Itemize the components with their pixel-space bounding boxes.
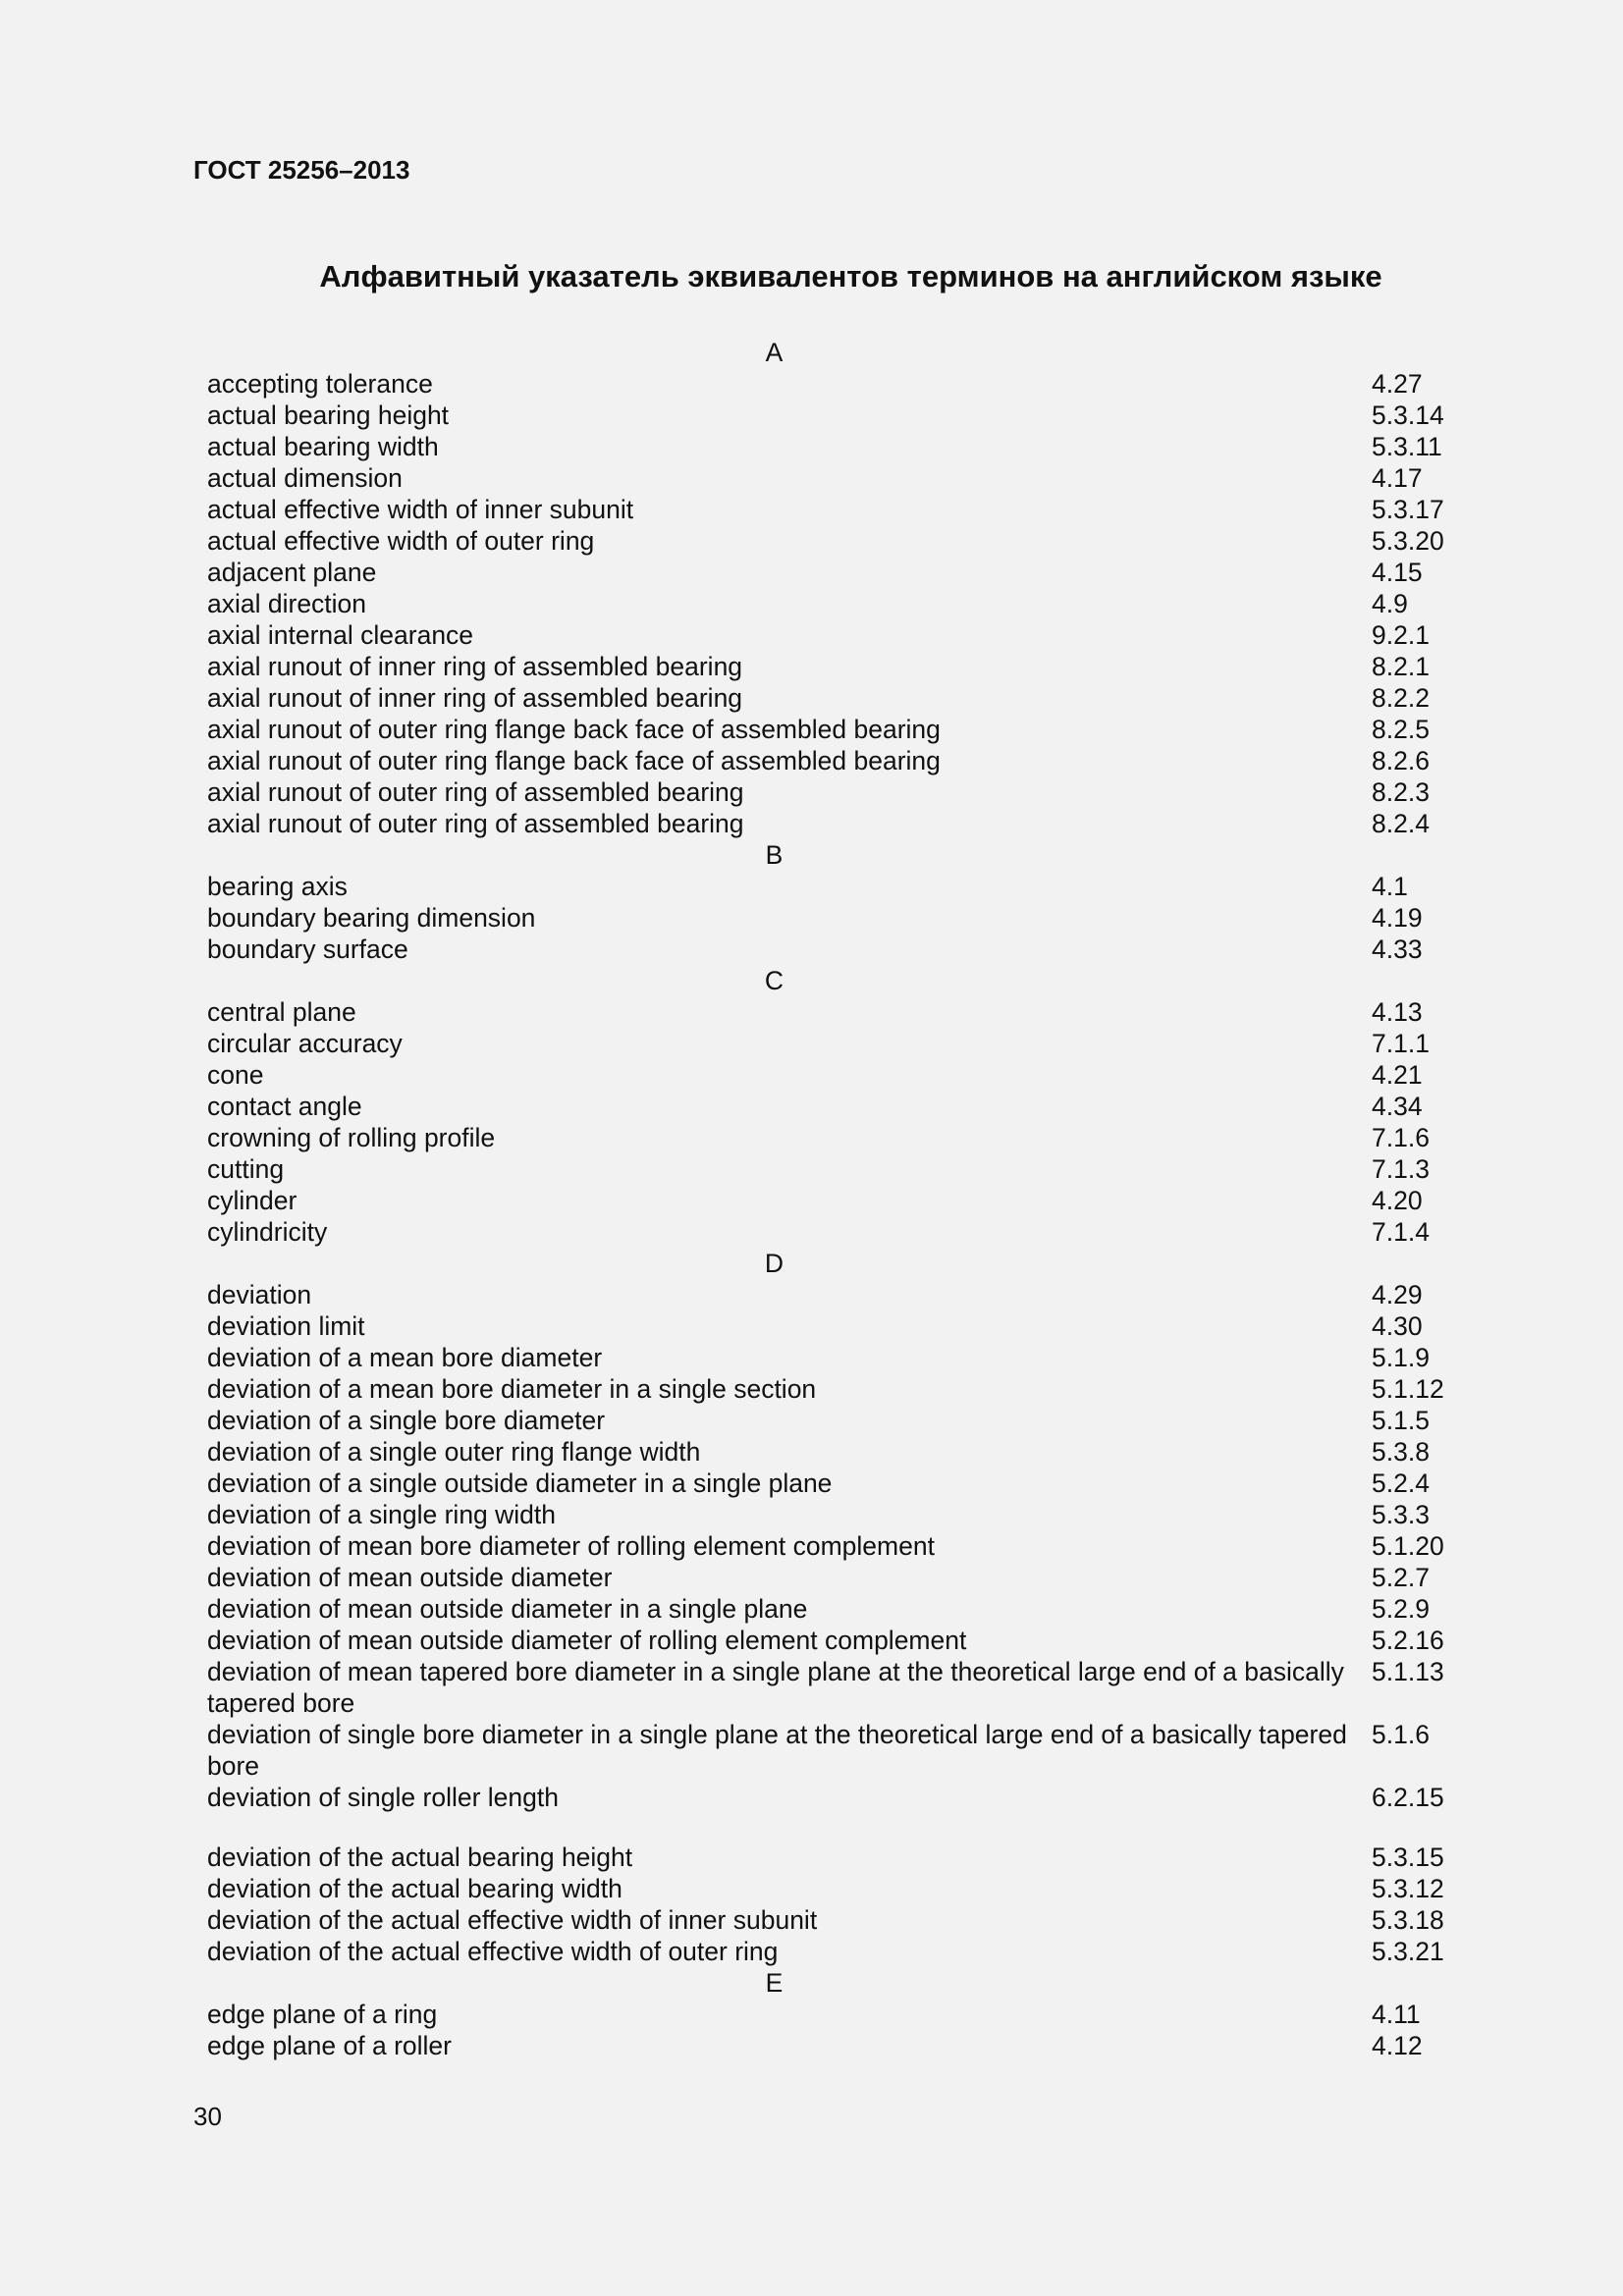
index-entry bbox=[207, 682, 1503, 714]
index-entry bbox=[207, 871, 1503, 902]
index-reference: 4.9 bbox=[1372, 589, 1408, 618]
index-term: deviation of a single ring width bbox=[207, 1500, 557, 1529]
index-entry bbox=[207, 1562, 1503, 1593]
index-entry bbox=[207, 2030, 1503, 2061]
index-term: cone bbox=[207, 1060, 264, 1090]
index-term: boundary bearing dimension bbox=[207, 903, 536, 933]
index-term: deviation of a single bore diameter bbox=[207, 1406, 606, 1435]
index-term: deviation of the actual bearing height bbox=[207, 1842, 633, 1872]
index-entry bbox=[207, 1059, 1503, 1091]
index-entry bbox=[207, 745, 1503, 776]
index-entry bbox=[207, 1436, 1503, 1468]
index-entry bbox=[207, 400, 1503, 431]
index-reference: 4.34 bbox=[1372, 1092, 1423, 1121]
index-reference: 4.20 bbox=[1372, 1186, 1423, 1215]
index-entry bbox=[207, 1185, 1503, 1216]
index-entry bbox=[207, 1656, 1503, 1719]
index-entry bbox=[207, 776, 1503, 808]
index-entry bbox=[207, 808, 1503, 839]
index-term: axial runout of outer ring flange back face of assembled bearing bbox=[207, 746, 941, 775]
index-entry bbox=[207, 1593, 1503, 1625]
index-term: actual bearing height bbox=[207, 400, 450, 430]
index-term: edge plane of a ring bbox=[207, 2000, 438, 2029]
index-term: axial internal clearance bbox=[207, 620, 474, 650]
index-reference: 8.2.5 bbox=[1372, 715, 1430, 744]
index-reference: 4.30 bbox=[1372, 1311, 1423, 1341]
index-term: deviation of the actual effective width of inner subunit bbox=[207, 1905, 818, 1935]
index-entry bbox=[207, 1468, 1503, 1499]
index-reference: 5.1.20 bbox=[1372, 1531, 1444, 1561]
index-reference: 5.3.18 bbox=[1372, 1905, 1444, 1935]
index-entry bbox=[207, 1216, 1503, 1248]
index-entry bbox=[207, 714, 1503, 745]
index-entry bbox=[207, 934, 1503, 965]
index-reference: 5.2.7 bbox=[1372, 1563, 1430, 1592]
index-term: crowning of rolling profile bbox=[207, 1123, 496, 1152]
index-reference: 5.1.9 bbox=[1372, 1343, 1430, 1372]
index-term: actual effective width of inner subunit bbox=[207, 495, 634, 524]
index-reference: 5.3.14 bbox=[1372, 400, 1444, 430]
index-entry bbox=[207, 1782, 1503, 1813]
index-letter-heading: C bbox=[764, 966, 784, 995]
document-code: ГОСТ 25256–2013 bbox=[193, 155, 410, 185]
index-entry bbox=[207, 494, 1503, 525]
index-entry bbox=[207, 1405, 1503, 1436]
index-reference: 7.1.6 bbox=[1372, 1123, 1430, 1152]
index-entry bbox=[207, 902, 1503, 934]
index-reference: 8.2.4 bbox=[1372, 809, 1430, 838]
index-term: axial runout of inner ring of assembled bearing bbox=[207, 652, 743, 681]
index-reference: 4.27 bbox=[1372, 369, 1423, 399]
index-reference: 6.2.15 bbox=[1372, 1783, 1444, 1812]
index-entry bbox=[207, 1373, 1503, 1405]
index-term: deviation of a single outer ring flange width bbox=[207, 1437, 701, 1467]
index-term: cylinder bbox=[207, 1186, 298, 1215]
index-reference: 8.2.6 bbox=[1372, 746, 1430, 775]
index-reference: 5.3.21 bbox=[1372, 1937, 1444, 1966]
index-term: boundary surface bbox=[207, 934, 408, 964]
index-term: deviation limit bbox=[207, 1311, 365, 1341]
index-reference: 5.1.12 bbox=[1372, 1374, 1444, 1404]
index-term: deviation of mean outside diameter of rolling element complement bbox=[207, 1626, 967, 1655]
index-term: circular accuracy bbox=[207, 1029, 403, 1058]
index-reference: 5.1.6 bbox=[1372, 1720, 1430, 1749]
index-term: deviation of mean outside diameter in a single plane bbox=[207, 1594, 808, 1624]
index-reference: 4.15 bbox=[1372, 558, 1423, 587]
index-reference: 5.2.9 bbox=[1372, 1594, 1430, 1624]
index-term: accepting tolerance bbox=[207, 369, 433, 399]
index-reference: 7.1.1 bbox=[1372, 1029, 1430, 1058]
index-reference: 4.19 bbox=[1372, 903, 1423, 933]
index-letter-heading: E bbox=[765, 1968, 784, 1998]
index-term: deviation of a single outside diameter in a single plane bbox=[207, 1468, 833, 1498]
index-entry bbox=[207, 996, 1503, 1028]
index-term: axial runout of outer ring flange back face of assembled bearing bbox=[207, 715, 941, 744]
index-entry bbox=[207, 1499, 1503, 1530]
index-entry bbox=[207, 1873, 1503, 1904]
index-reference: 7.1.3 bbox=[1372, 1154, 1430, 1184]
index-reference: 5.3.15 bbox=[1372, 1842, 1444, 1872]
index-reference: 5.3.12 bbox=[1372, 1874, 1444, 1903]
index-reference: 4.11 bbox=[1372, 2000, 1421, 2029]
index-entry bbox=[207, 588, 1503, 619]
index-term: deviation of a mean bore diameter bbox=[207, 1343, 603, 1372]
index-term: axial direction bbox=[207, 589, 367, 618]
index-reference: 4.29 bbox=[1372, 1280, 1423, 1309]
index-reference: 5.1.13 bbox=[1372, 1657, 1444, 1686]
index-reference: 9.2.1 bbox=[1372, 620, 1430, 650]
index-entry bbox=[207, 619, 1503, 651]
index-entry bbox=[207, 1999, 1503, 2030]
index-reference: 5.3.17 bbox=[1372, 495, 1444, 524]
index-term: bearing axis bbox=[207, 872, 348, 901]
index-reference: 8.2.2 bbox=[1372, 683, 1430, 713]
index-entry bbox=[207, 1279, 1503, 1310]
index-entry bbox=[207, 1028, 1503, 1059]
index-term: edge plane of a roller bbox=[207, 2031, 452, 2060]
index-entry bbox=[207, 557, 1503, 588]
page-title: Алфавитный указатель эквивалентов терминов на английском языке bbox=[319, 259, 1382, 294]
index-reference: 4.33 bbox=[1372, 934, 1423, 964]
index-term: actual dimension bbox=[207, 463, 403, 493]
index-term: cylindricity bbox=[207, 1217, 328, 1247]
index-term: deviation bbox=[207, 1280, 312, 1309]
index-entry bbox=[207, 1904, 1503, 1936]
index-reference: 7.1.4 bbox=[1372, 1217, 1430, 1247]
index-entry bbox=[207, 1091, 1503, 1122]
index-reference: 5.3.8 bbox=[1372, 1437, 1430, 1467]
index-reference: 4.13 bbox=[1372, 997, 1423, 1027]
index-entry bbox=[207, 1936, 1503, 1967]
index-term: axial runout of inner ring of assembled bearing bbox=[207, 683, 743, 713]
index-term: adjacent plane bbox=[207, 558, 377, 587]
index-term: deviation of a mean bore diameter in a single section bbox=[207, 1374, 817, 1404]
index-term: actual bearing width bbox=[207, 432, 439, 461]
index-letter-heading: A bbox=[765, 338, 784, 367]
index-reference: 4.21 bbox=[1372, 1060, 1423, 1090]
index-spacer bbox=[207, 1813, 1503, 1842]
page-number: 30 bbox=[193, 2102, 222, 2131]
index-term: deviation of mean bore diameter of rolling element complement bbox=[207, 1531, 935, 1561]
index-entry bbox=[207, 1342, 1503, 1373]
index-reference: 5.3.20 bbox=[1372, 526, 1444, 556]
index-reference: 5.1.5 bbox=[1372, 1406, 1430, 1435]
index-term: central plane bbox=[207, 997, 356, 1027]
index-letter-heading: B bbox=[765, 840, 784, 870]
index-term: deviation of single roller length bbox=[207, 1783, 559, 1812]
index-reference: 5.2.4 bbox=[1372, 1468, 1430, 1498]
index-entry bbox=[207, 1310, 1503, 1342]
index-entry bbox=[207, 1842, 1503, 1873]
index-reference: 5.2.16 bbox=[1372, 1626, 1444, 1655]
index-entry bbox=[207, 651, 1503, 682]
index-reference: 5.3.3 bbox=[1372, 1500, 1430, 1529]
index-term: deviation of mean outside diameter bbox=[207, 1563, 613, 1592]
alphabetical-index bbox=[207, 337, 1503, 2061]
index-reference: 8.2.3 bbox=[1372, 777, 1430, 807]
index-reference: 5.3.11 bbox=[1372, 432, 1442, 461]
index-term: deviation of mean tapered bore diameter in a single plane at the theoretical large end of a basically tapered bore bbox=[207, 1657, 1344, 1718]
index-entry bbox=[207, 368, 1503, 400]
index-term: deviation of the actual bearing width bbox=[207, 1874, 622, 1903]
index-entry bbox=[207, 431, 1503, 462]
index-term: actual effective width of outer ring bbox=[207, 526, 595, 556]
index-term: deviation of the actual effective width of outer ring bbox=[207, 1937, 779, 1966]
index-term: axial runout of outer ring of assembled bearing bbox=[207, 777, 744, 807]
index-term: deviation of single bore diameter in a single plane at the theoretical large end of a basically tapered bore bbox=[207, 1720, 1347, 1781]
index-letter-heading: D bbox=[764, 1249, 784, 1278]
index-reference: 8.2.1 bbox=[1372, 652, 1430, 681]
index-reference: 4.1 bbox=[1372, 872, 1408, 901]
index-entry bbox=[207, 525, 1503, 557]
index-entry bbox=[207, 1530, 1503, 1562]
index-term: contact angle bbox=[207, 1092, 362, 1121]
index-reference: 4.17 bbox=[1372, 463, 1423, 493]
index-entry bbox=[207, 1625, 1503, 1656]
index-entry bbox=[207, 1153, 1503, 1185]
index-entry bbox=[207, 1122, 1503, 1153]
index-reference: 4.12 bbox=[1372, 2031, 1423, 2060]
index-entry bbox=[207, 462, 1503, 494]
index-entry bbox=[207, 1719, 1503, 1782]
index-term: axial runout of outer ring of assembled bearing bbox=[207, 809, 744, 838]
index-term: cutting bbox=[207, 1154, 285, 1184]
